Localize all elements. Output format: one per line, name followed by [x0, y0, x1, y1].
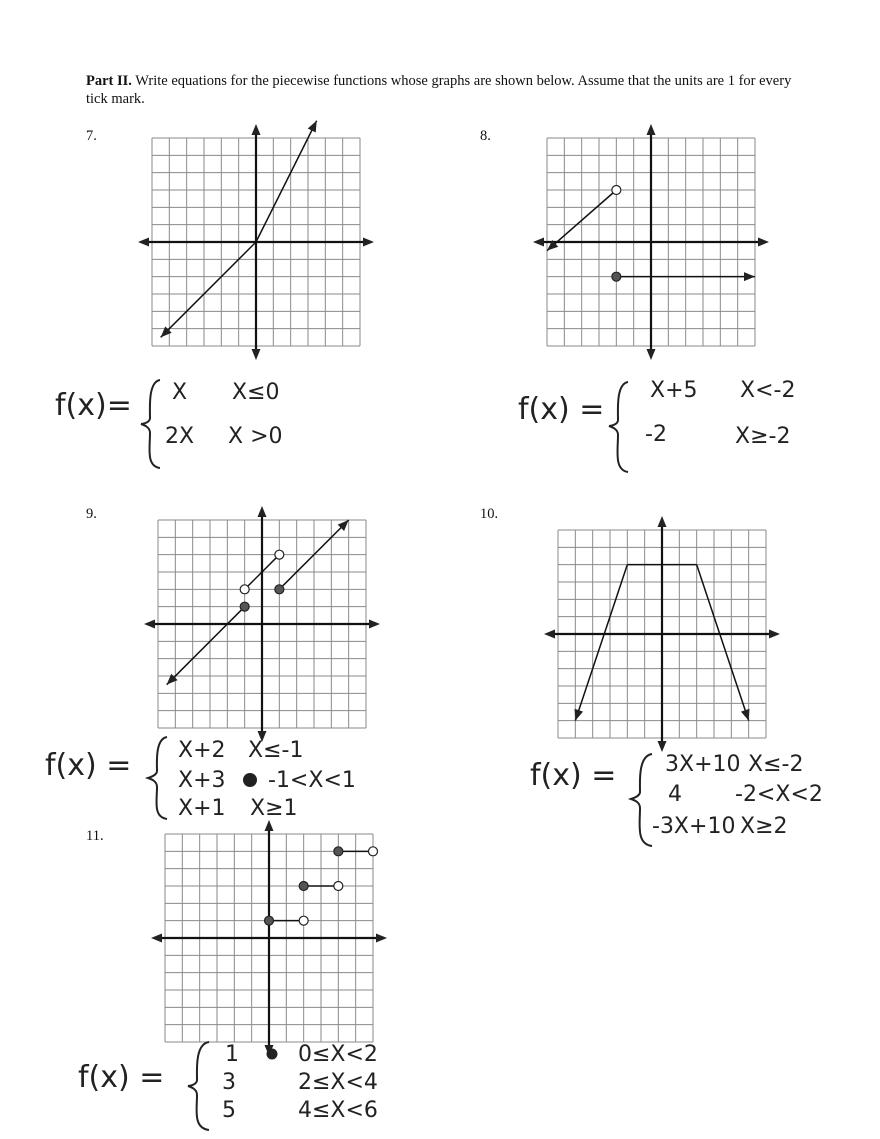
x-axis-arrow-right [376, 934, 387, 943]
answer-8-piece-2-expr: -2 [645, 422, 667, 447]
segment-arrow [744, 272, 755, 281]
answer-11-fx: f(x) = [78, 1060, 165, 1095]
y-axis-arrow-up [647, 124, 656, 135]
graph-8 [547, 138, 755, 346]
x-axis-arrow-right [363, 238, 374, 247]
x-axis-arrow-right [369, 620, 380, 629]
scribble-dot-9 [240, 770, 260, 790]
closed-point [265, 916, 274, 925]
problem-7-number: 7. [86, 128, 97, 144]
y-axis-arrow-up [252, 124, 261, 135]
problem-10-number: 10. [480, 506, 499, 522]
y-axis-arrow-up [265, 820, 274, 831]
graph-segment [167, 607, 245, 685]
closed-point [275, 585, 284, 594]
answer-9-brace [145, 735, 175, 821]
answer-11-piece-2-cond: 2≤X<4 [298, 1070, 378, 1095]
scribble-dot-11 [264, 1046, 280, 1062]
answer-10-piece-2-expr: 4 [668, 782, 682, 807]
answer-10-piece-1-cond: X≤-2 [748, 752, 804, 777]
graph-segment [161, 242, 256, 337]
problem-9-number: 9. [86, 506, 97, 522]
answer-11-piece-3-cond: 4≤X<6 [298, 1098, 378, 1123]
closed-point [240, 602, 249, 611]
answer-11-piece-2-expr: 3 [222, 1070, 236, 1095]
graph-segment [697, 565, 749, 721]
graph-11 [165, 834, 373, 1042]
closed-point [334, 847, 343, 856]
y-axis-arrow-down [647, 349, 656, 360]
y-axis-arrow-up [658, 516, 667, 527]
segment-arrow [575, 709, 584, 721]
instructions [86, 72, 816, 108]
answer-8-piece-1-cond: X<-2 [740, 378, 796, 403]
answer-10-piece-2-cond: -2<X<2 [735, 782, 823, 807]
answer-11-piece-3-expr: 5 [222, 1098, 236, 1123]
answer-10-piece-3-expr: -3X+10 [652, 814, 736, 839]
answer-9-piece-1-expr: X+2 [178, 738, 226, 763]
closed-point [612, 272, 621, 281]
answer-10-piece-3-cond: X≥2 [740, 814, 788, 839]
part-label: Part II. [86, 73, 132, 89]
answer-9-piece-1-cond: X≤-1 [248, 738, 304, 763]
answer-9-piece-3-cond: X≥1 [250, 796, 298, 821]
y-axis-arrow-down [658, 741, 667, 752]
x-axis-arrow-right [769, 630, 780, 639]
x-axis-arrow-left [533, 238, 544, 247]
answer-9-piece-2-expr: X+3 [178, 768, 226, 793]
y-axis-arrow-down [252, 349, 261, 360]
answer-7-piece-1-expr: X [172, 380, 188, 405]
answer-8-brace [606, 380, 636, 474]
answer-9-piece-3-expr: X+1 [178, 796, 226, 821]
problem-11-number: 11. [86, 828, 104, 844]
graph-9 [158, 520, 366, 728]
answer-11-piece-1-expr: 1 [225, 1042, 239, 1067]
open-point [612, 186, 621, 195]
open-point [299, 916, 308, 925]
answer-10-piece-1-expr: 3X+10 [665, 752, 741, 777]
answer-7-piece-2-cond: X >0 [228, 424, 283, 449]
open-point [275, 550, 284, 559]
open-point [334, 882, 343, 891]
graph-10 [558, 530, 766, 738]
problem-8-number: 8. [480, 128, 491, 144]
instructions-text: Write equations for the piecewise functions whose graphs are shown below. Assume that the units are 1 for every tick mark. [86, 73, 792, 107]
answer-11-piece-1-cond: 0≤X<2 [298, 1042, 378, 1067]
graph-segment [575, 565, 627, 721]
answer-10-fx: f(x) = [530, 758, 617, 793]
x-axis-arrow-left [144, 620, 155, 629]
answer-8-fx: f(x) = [518, 392, 605, 427]
segment-arrow [741, 709, 750, 721]
graph-7 [152, 138, 360, 346]
answer-7-piece-1-cond: X≤0 [232, 380, 280, 405]
answer-9-piece-2-cond: -1<X<1 [268, 768, 356, 793]
answer-11-brace [185, 1040, 215, 1132]
answer-7-brace [138, 378, 168, 470]
closed-point [299, 882, 308, 891]
answer-7-piece-2-expr: 2X [165, 424, 195, 449]
x-axis-arrow-right [758, 238, 769, 247]
answer-7-fx: f(x)= [55, 388, 132, 423]
y-axis-arrow-up [258, 506, 267, 517]
answer-8-piece-1-expr: X+5 [650, 378, 698, 403]
x-axis-arrow-left [151, 934, 162, 943]
x-axis-arrow-left [544, 630, 555, 639]
open-point [240, 585, 249, 594]
x-axis-arrow-left [138, 238, 149, 247]
open-point [369, 847, 378, 856]
answer-9-fx: f(x) = [45, 748, 132, 783]
answer-8-piece-2-cond: X≥-2 [735, 424, 791, 449]
